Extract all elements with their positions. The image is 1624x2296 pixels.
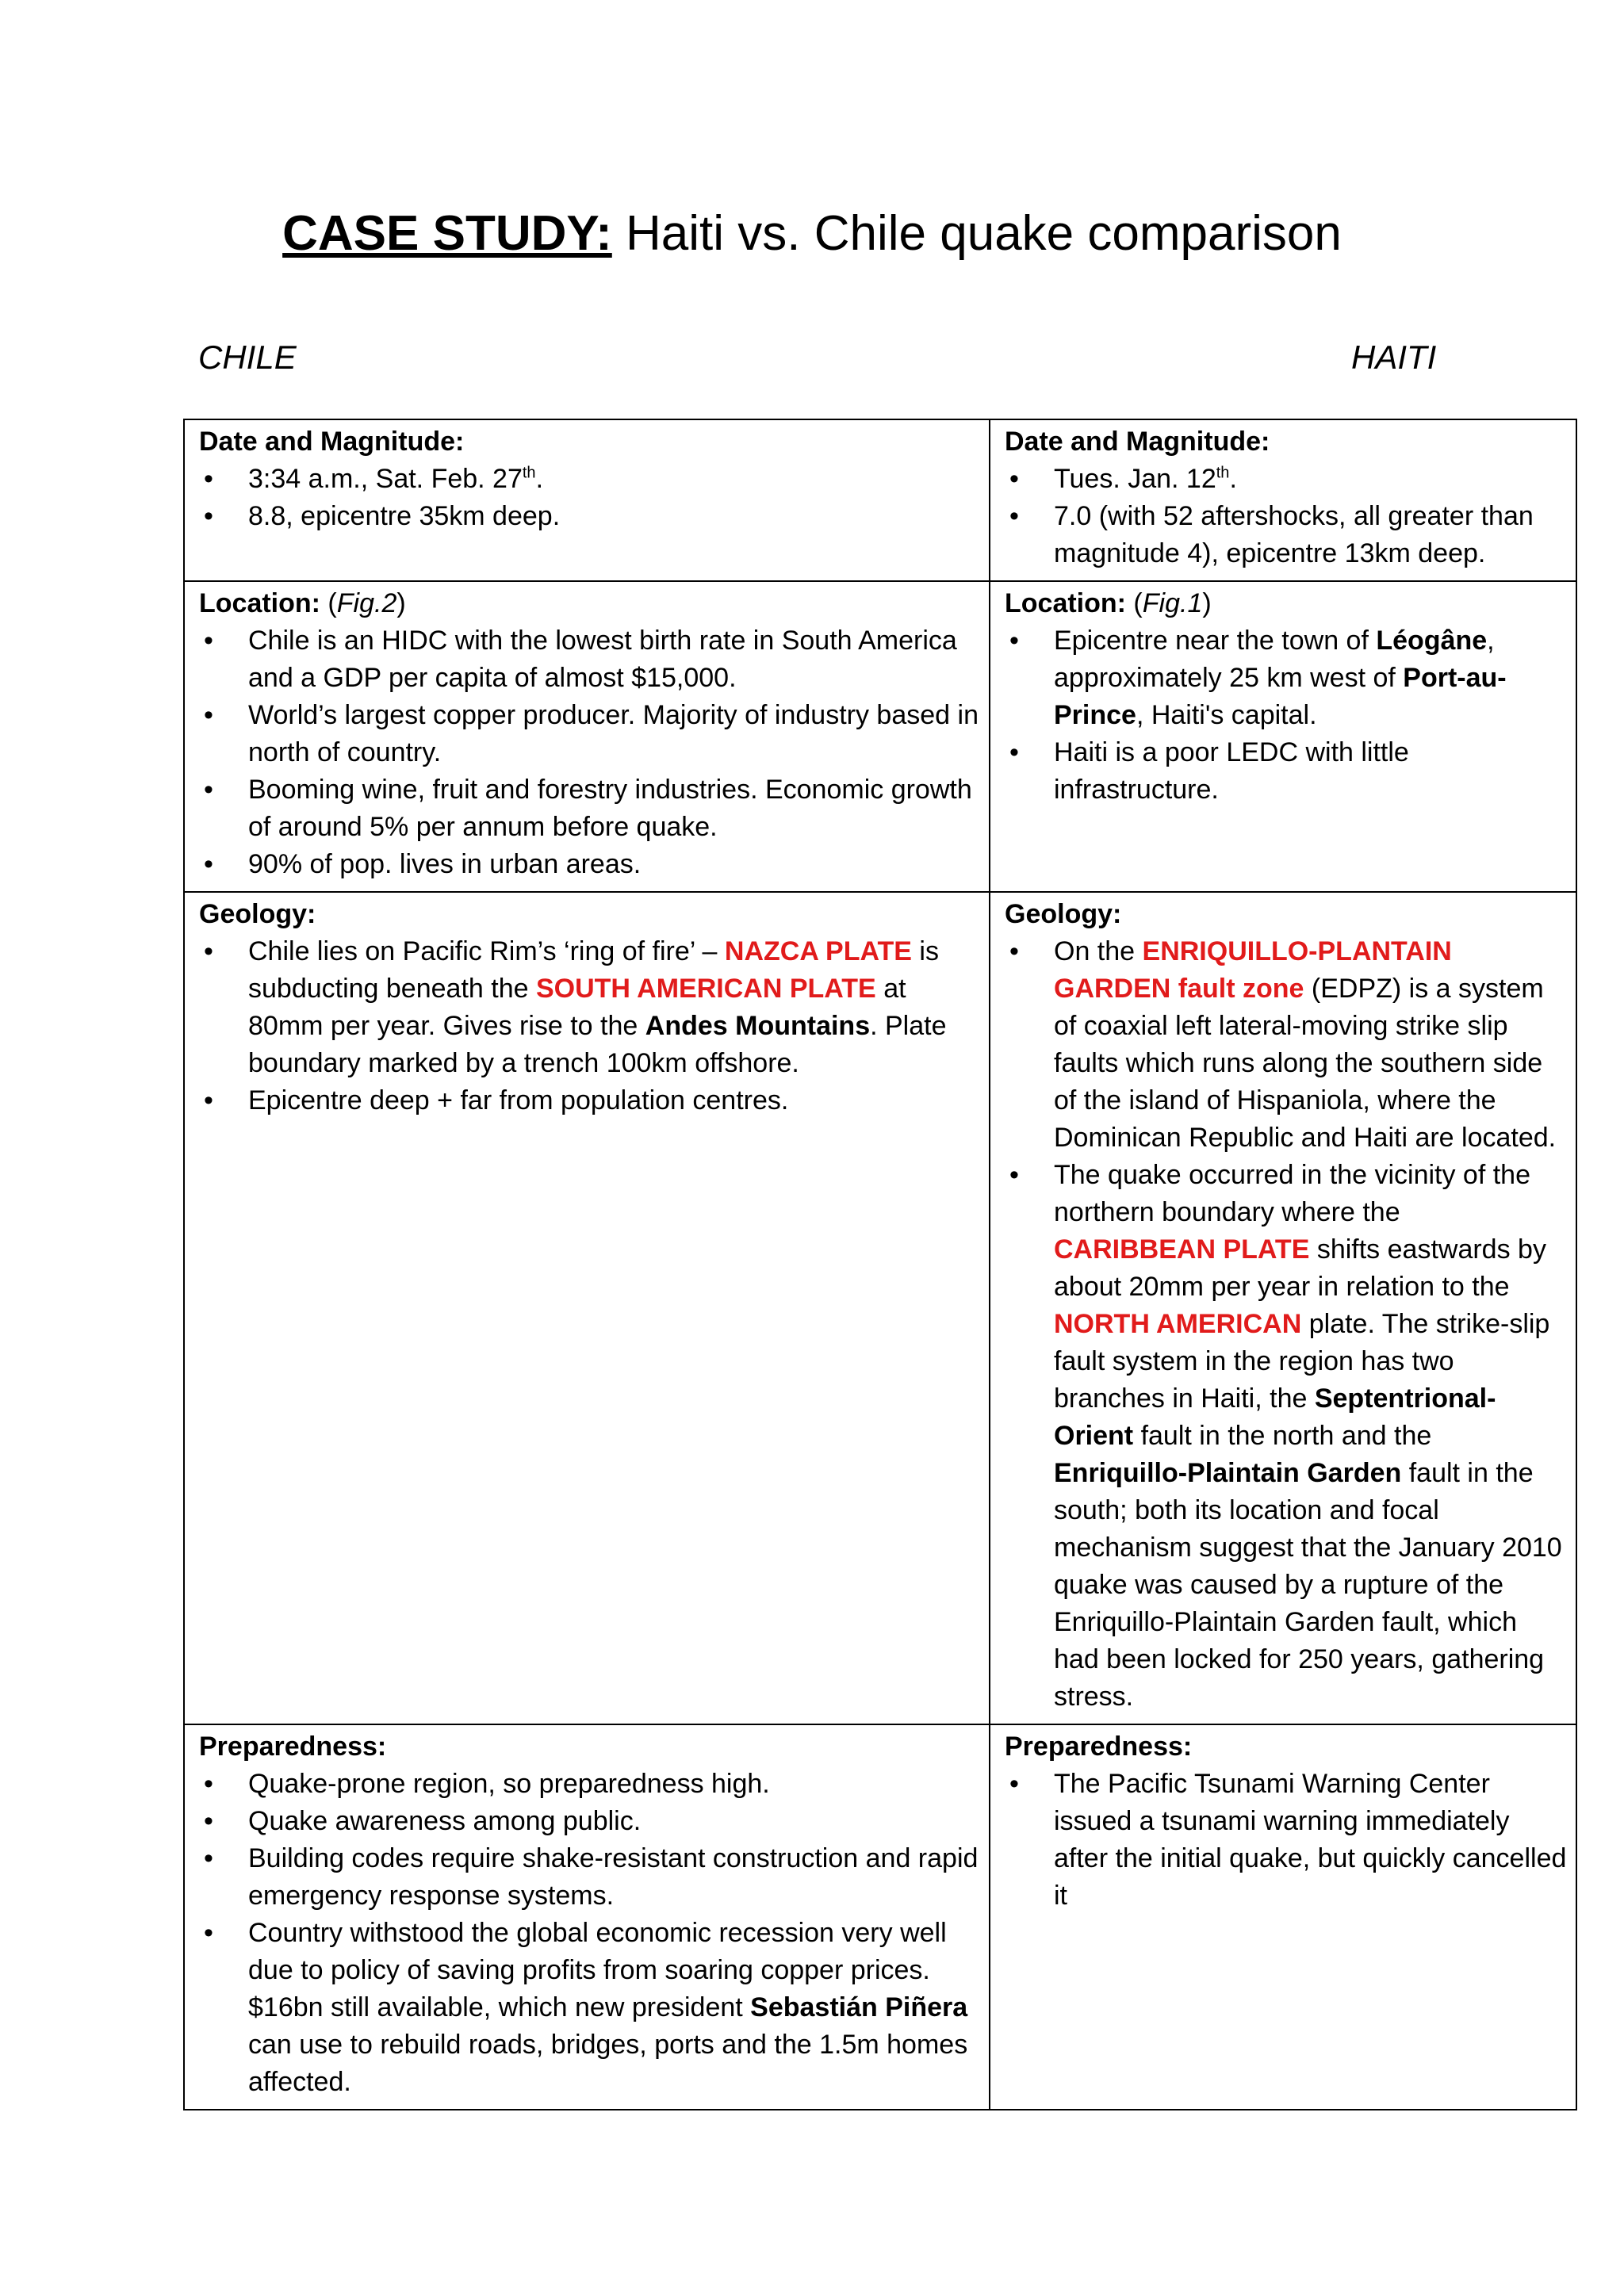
list-item — [1005, 1157, 1568, 1716]
text: can use to rebuild roads, bridges, ports and the 1.5m homes affected. — [248, 2030, 968, 2097]
text: fault in the south; both its location and focal mechanism suggest that the January 2010 quake was caused by a rupture of the Enriquillo-Plaintain Garden fault, which had been locked for 250 years, gathering stress. — [1054, 1458, 1562, 1712]
text: , approximately 25 km west of — [1054, 626, 1495, 693]
fault-name: Septentrional-Orient — [1054, 1383, 1496, 1451]
list-item — [1005, 461, 1568, 498]
text: . — [1229, 464, 1237, 494]
list-item: • Quake-prone region, so preparedness high. — [199, 1766, 981, 1803]
text: , Haiti's capital. — [1136, 700, 1317, 730]
row-preparedness — [184, 1724, 1576, 2110]
text: plate. The strike-slip fault system in the region has two branches in Haiti, the — [1054, 1309, 1550, 1414]
page-title — [0, 202, 1624, 266]
list-item — [1005, 622, 1568, 734]
text: On the — [1054, 936, 1143, 966]
text: ( — [320, 588, 337, 618]
text: 3:34 a.m., Sat. Feb. 27 — [248, 464, 523, 494]
row-date-magnitude — [184, 419, 1576, 581]
text: Chile lies on Pacific Rim’s ‘ring of fire’ – — [248, 936, 725, 966]
plate-name: NAZCA PLATE — [724, 936, 912, 966]
figure-ref: Fig.2 — [336, 588, 397, 618]
list-item: • World’s largest copper producer. Majority of industry based in north of country. — [199, 697, 981, 771]
plate-name: SOUTH AMERICAN PLATE — [535, 974, 876, 1004]
bullet-list — [1005, 1766, 1568, 1915]
row-location — [184, 581, 1576, 892]
chile-location-cell — [184, 581, 990, 892]
text: Epicentre near the town of — [1054, 626, 1377, 656]
list-item: • Chile is an HIDC with the lowest birth rate in South America and a GDP per capita of almost $15,000. — [199, 622, 981, 697]
section-heading — [1005, 585, 1568, 622]
list-item: • Haiti is a poor LEDC with little infrastructure. — [1005, 734, 1568, 809]
bullet-list — [1005, 933, 1568, 1716]
text: ) — [1202, 588, 1212, 618]
key-term: Andes Mountains — [645, 1011, 871, 1041]
section-heading: Preparedness: — [199, 1732, 387, 1762]
superscript: th — [522, 464, 536, 482]
list-item: • 90% of pop. lives in urban areas. — [199, 846, 981, 883]
list-item: • The Pacific Tsunami Warning Center issued a tsunami warning immediately after the initial quake, but quickly cancelled it — [1005, 1766, 1568, 1915]
bullet-list — [1005, 461, 1568, 572]
title-rest: Haiti vs. Chile quake comparison — [626, 206, 1342, 261]
bullet-list — [1005, 622, 1568, 809]
text: The quake occurred in the vicinity of the northern boundary where the — [1054, 1160, 1530, 1227]
column-label-haiti: HAITI — [1351, 339, 1437, 376]
bullet-list — [199, 1766, 981, 2101]
list-item: • Building codes require shake-resistant construction and rapid emergency response systems. — [199, 1840, 981, 1915]
chile-preparedness-cell — [184, 1724, 990, 2110]
fault-name: ENRIQUILLO-PLANTAIN GARDEN fault zone — [1054, 936, 1452, 1004]
section-heading: Preparedness: — [1005, 1732, 1193, 1762]
list-item — [199, 933, 981, 1082]
bullet-list — [199, 622, 981, 883]
plate-name: CARIBBEAN PLATE — [1054, 1234, 1310, 1265]
text: . — [535, 464, 544, 494]
section-heading — [199, 585, 981, 622]
section-heading: Date and Magnitude: — [1005, 427, 1270, 457]
text: . Plate boundary marked by a trench 100km offshore. — [248, 1011, 947, 1078]
row-geology — [184, 892, 1576, 1724]
list-item: • Booming wine, fruit and forestry industries. Economic growth of around 5% per annum before quake. — [199, 771, 981, 846]
figure-ref: Fig.1 — [1142, 588, 1203, 618]
list-item — [199, 461, 981, 498]
text: (EDPZ) is a system of coaxial left lateral-moving strike slip faults which runs along the southern side of the island of Hispaniola, where the Dominican Republic and Haiti are located. — [1054, 974, 1557, 1153]
haiti-location-cell — [990, 581, 1576, 892]
text: is subducting beneath the — [248, 936, 939, 1004]
list-item: • Epicentre deep + far from population centres. — [199, 1082, 981, 1119]
text: at 80mm per year. Gives rise to the — [248, 974, 906, 1041]
comparison-table — [183, 419, 1577, 2110]
text: ( — [1125, 588, 1143, 618]
haiti-preparedness-cell — [990, 1724, 1576, 2110]
text: ) — [396, 588, 406, 618]
list-item — [199, 1915, 981, 2101]
place-name: Port-au-Prince — [1054, 663, 1507, 730]
fault-name: Enriquillo-Plaintain Garden — [1054, 1458, 1402, 1488]
list-item: • 7.0 (with 52 aftershocks, all greater than magnitude 4), epicentre 13km deep. — [1005, 498, 1568, 572]
plate-name: NORTH AMERICAN — [1054, 1309, 1302, 1339]
section-heading: Geology: — [199, 899, 316, 929]
chile-date-cell — [184, 419, 990, 581]
section-heading: Geology: — [1005, 899, 1122, 929]
haiti-date-cell — [990, 419, 1576, 581]
column-label-chile: CHILE — [198, 339, 297, 376]
chile-geology-cell — [184, 892, 990, 1724]
text: Country withstood the global economic recession very well due to policy of saving profits from soaring copper prices. $16bn still available, which new president — [248, 1918, 947, 2022]
text: Tues. Jan. 12 — [1054, 464, 1216, 494]
title-lead: CASE STUDY: — [282, 206, 612, 261]
text: fault in the north and the — [1133, 1421, 1432, 1451]
section-heading: Date and Magnitude: — [199, 427, 465, 457]
bullet-list — [199, 933, 981, 1119]
person-name: Sebastián Piñera — [750, 1992, 968, 2022]
list-item — [1005, 933, 1568, 1157]
superscript: th — [1216, 464, 1230, 482]
list-item: • Quake awareness among public. — [199, 1803, 981, 1840]
heading-text: Location: — [1005, 588, 1126, 618]
place-name: Léogâne — [1376, 626, 1488, 656]
text: shifts eastwards by about 20mm per year in relation to the — [1054, 1234, 1546, 1302]
bullet-list — [199, 461, 981, 535]
haiti-geology-cell — [990, 892, 1576, 1724]
list-item: • 8.8, epicentre 35km deep. — [199, 498, 981, 535]
heading-text: Location: — [199, 588, 320, 618]
